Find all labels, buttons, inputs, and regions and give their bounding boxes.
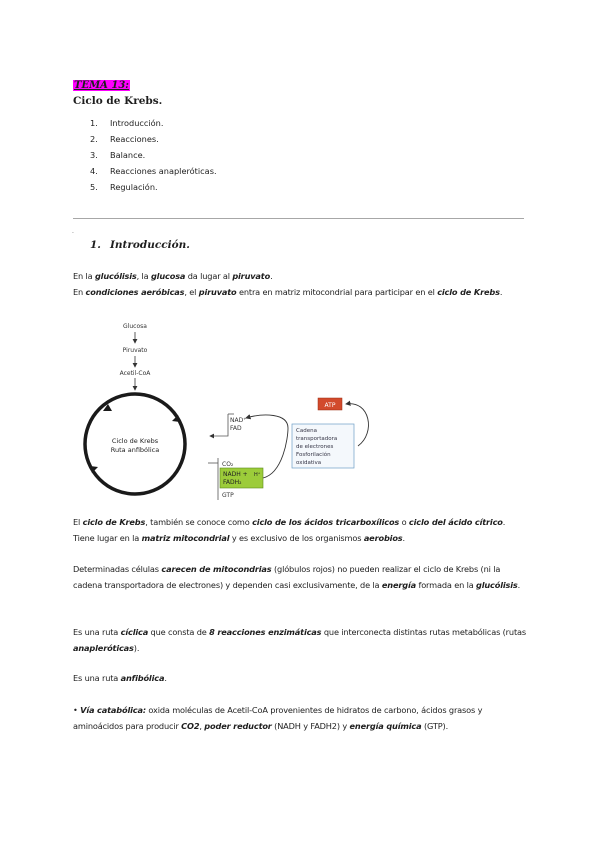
emphasis: ciclo de Krebs (82, 517, 146, 527)
text: Es una ruta (73, 673, 121, 683)
topic-label: TEMA 13: (74, 80, 129, 91)
text: o (399, 517, 409, 527)
text: , el (184, 287, 199, 297)
toc-label: Reacciones. (110, 134, 159, 144)
toc-number: 5. (90, 182, 98, 192)
section-title: Introducción. (109, 239, 190, 251)
stray-dot: . (72, 228, 74, 235)
text: , (199, 721, 205, 731)
chain-line: transportadora (296, 436, 338, 442)
piruvato-label: Piruvato (122, 347, 148, 354)
text: . (164, 673, 167, 683)
text: El (73, 517, 83, 527)
chain-line: de electrones (296, 444, 334, 450)
emphasis: anapleróticas (73, 643, 134, 653)
emphasis: glucólisis (476, 580, 518, 590)
text: (NADH y FADH2) y (271, 721, 350, 731)
emphasis: piruvato (232, 271, 271, 281)
horizontal-divider (73, 218, 524, 219)
section-number: 1. (90, 239, 101, 251)
krebs-cycle-diagram (78, 318, 378, 508)
toc-label: Reacciones anapleróticas. (110, 166, 217, 176)
atp-label: ATP (324, 402, 336, 409)
text: da lugar al (185, 271, 233, 281)
emphasis: ciclo del ácido cítrico (408, 517, 503, 527)
emphasis: aerobios (363, 533, 403, 543)
emphasis: Vía catabólica: (80, 705, 146, 715)
toc-item (90, 133, 217, 149)
cycle-name: Ciclo de Krebs (111, 437, 159, 445)
paragraph-catabolic (73, 702, 528, 734)
emphasis: ciclo de los ácidos tricarboxílicos (252, 517, 400, 527)
text: ). (133, 643, 140, 653)
topic-title: Ciclo de Krebs. (73, 95, 163, 107)
cycle-subtitle: Ruta anfibólica (110, 446, 160, 454)
text: entra en matriz mitocondrial para participar en el (236, 287, 438, 297)
glucosa-label: Glucosa (123, 323, 147, 330)
emphasis: energía química (349, 721, 422, 731)
fadh2-label: FADH₂ (223, 479, 242, 486)
text: . (270, 271, 273, 281)
emphasis: condiciones aeróbicas (85, 287, 185, 297)
toc-label: Balance. (110, 150, 146, 160)
paragraph-mitochondria (73, 561, 528, 593)
bracket-arrow (210, 414, 228, 436)
toc-item (90, 149, 217, 165)
emphasis: poder reductor (204, 721, 272, 731)
text: que interconecta distintas rutas metabólicas (rutas (321, 627, 526, 637)
section-heading (90, 239, 190, 251)
emphasis: cíclica (120, 627, 149, 637)
chain-line: Fosforilación (296, 452, 331, 458)
curved-arrow (246, 415, 288, 428)
toc-number: 4. (90, 166, 98, 176)
emphasis: 8 reacciones enzimáticas (209, 627, 322, 637)
toc-number: 3. (90, 150, 98, 160)
text: y es exclusivo de los organismos (229, 533, 364, 543)
text: , la (136, 271, 151, 281)
nadh-label: NADH + (223, 471, 248, 478)
text: (glóbulos rojos) no pueden realizar el ciclo de Krebs (ni la cadena transportadora de electrones) y dependen casi exclusivamente, de la (73, 564, 501, 590)
text: oxida moléculas de Acetil-CoA provenientes de hidratos de carbono, ácidos grasos y aminoácidos para producir (73, 705, 483, 731)
emphasis: glucosa (150, 271, 186, 281)
paragraph-anfibolic (73, 670, 528, 686)
text: En la (73, 271, 95, 281)
emphasis: glucólisis (94, 271, 137, 281)
nad-label: NAD⁺ (230, 417, 247, 424)
text: . (499, 287, 503, 297)
curved-arrow (263, 428, 288, 478)
text: (GTP). (421, 721, 449, 731)
emphasis: piruvato (198, 287, 237, 297)
toc-item (90, 165, 217, 181)
text: Es una ruta (73, 627, 121, 637)
toc-number: 1. (90, 118, 98, 128)
emphasis: matriz mitocondrial (141, 533, 230, 543)
co2-label: CO₂ (222, 461, 234, 468)
bullet: • (73, 705, 78, 715)
title-block (73, 73, 162, 107)
emphasis: CO2 (181, 721, 200, 731)
chain-line: Cadena (296, 428, 317, 434)
toc-item (90, 181, 217, 197)
text: . (517, 580, 521, 590)
toc-item (90, 117, 217, 133)
emphasis: energía (381, 580, 417, 590)
paragraph-intro (73, 268, 528, 300)
emphasis: ciclo de Krebs (437, 287, 500, 297)
text: formada en la (416, 580, 477, 590)
text: . Tiene lugar en la (73, 517, 506, 543)
text: . (402, 533, 405, 543)
toc-label: Regulación. (110, 182, 158, 192)
text: , también se conoce como (145, 517, 253, 527)
toc-label: Introducción. (110, 118, 164, 128)
h-plus-label: H⁺ (254, 472, 261, 478)
text: que consta de (148, 627, 210, 637)
paragraph-cyclic (73, 624, 528, 656)
gtp-label: GTP (222, 492, 234, 499)
chain-line: oxidativa (296, 460, 322, 466)
acetil-coa-label: Acetil-CoA (119, 370, 151, 377)
toc-number: 2. (90, 134, 98, 144)
text: Determinadas células (73, 564, 162, 574)
fad-label: FAD (230, 425, 242, 432)
emphasis: carecen de mitocondrias (161, 564, 272, 574)
text: En (73, 287, 86, 297)
emphasis: anfibólica (120, 673, 165, 683)
paragraph-definition (73, 514, 528, 546)
table-of-contents (90, 117, 217, 197)
